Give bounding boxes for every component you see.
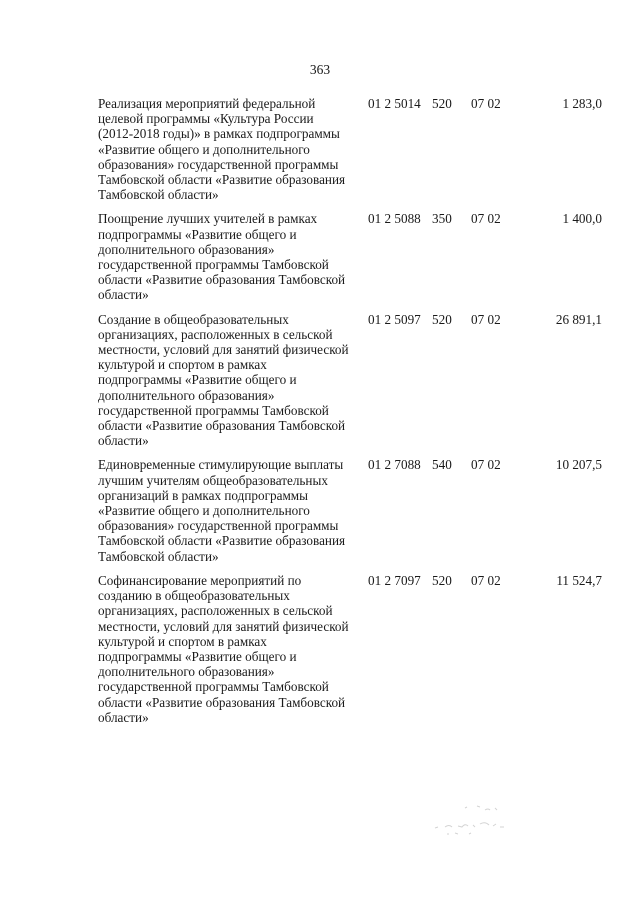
description-line: организациях, расположенных в сельской — [98, 326, 333, 342]
faint-stamp-mark — [425, 800, 520, 840]
description-line: области» — [98, 433, 149, 449]
expense-type: 350 — [432, 211, 452, 227]
description-line: Создание в общеобразовательных — [98, 311, 289, 327]
description-line: дополнительного образования» — [98, 241, 275, 257]
description-line: (2012-2018 годы)» в рамках подпрограммы — [98, 126, 340, 142]
description-line: государственной программы Тамбовской — [98, 257, 329, 273]
amount: 1 400,0 — [562, 211, 602, 227]
description-line: области «Развитие образования Тамбовской — [98, 272, 346, 288]
expense-type: 520 — [432, 311, 452, 327]
description-line: области «Развитие образования Тамбовской — [98, 418, 346, 434]
table-row — [0, 211, 640, 302]
target-code: 01 2 7088 — [368, 457, 421, 473]
table-row — [0, 312, 640, 449]
table-row — [0, 573, 640, 725]
description-line: организаций в рамках подпрограммы — [98, 487, 308, 503]
description-line: культурой и спортом в рамках — [98, 633, 267, 649]
table-row — [0, 457, 640, 563]
row-description — [98, 96, 360, 202]
description-line: созданию в общеобразовательных — [98, 588, 290, 604]
description-line: образования» государственной программы — [98, 518, 339, 534]
amount: 11 524,7 — [556, 572, 602, 588]
description-line: организациях, расположенных в сельской — [98, 603, 333, 619]
description-line: «Развитие общего и дополнительного — [98, 503, 310, 519]
description-line: подпрограммы «Развитие общего и — [98, 372, 297, 388]
section-code: 07 02 — [471, 311, 501, 327]
row-description — [98, 211, 360, 302]
description-line: государственной программы Тамбовской — [98, 679, 329, 695]
description-line: подпрограммы «Развитие общего и — [98, 226, 297, 242]
description-line: Софинансирование мероприятий по — [98, 572, 302, 588]
target-code: 01 2 5014 — [368, 96, 421, 111]
target-code: 01 2 5088 — [368, 211, 421, 227]
page-number: 363 — [309, 62, 331, 77]
description-line: области «Развитие образования Тамбовской — [98, 694, 346, 710]
row-description — [98, 573, 360, 725]
description-line: области» — [98, 709, 149, 725]
section-code: 07 02 — [471, 572, 501, 588]
expense-type: 540 — [432, 457, 452, 473]
expense-type: 520 — [432, 96, 452, 111]
description-line: подпрограммы «Развитие общего и — [98, 648, 297, 664]
expense-type: 520 — [432, 572, 452, 588]
target-code: 01 2 5097 — [368, 311, 421, 327]
section-code: 07 02 — [471, 96, 501, 111]
amount: 26 891,1 — [555, 311, 602, 327]
description-line: Единовременные стимулирующие выплаты — [98, 457, 344, 473]
row-description — [98, 457, 360, 563]
target-code: 01 2 7097 — [368, 572, 421, 588]
description-line: лучшим учителям общеобразовательных — [98, 472, 328, 488]
table-row — [0, 96, 640, 202]
description-line: Тамбовской области «Развитие образования — [98, 172, 346, 188]
description-line: образования» государственной программы — [98, 156, 339, 172]
description-line: Тамбовской области «Развитие образования — [98, 533, 346, 549]
description-line: культурой и спортом в рамках — [98, 357, 267, 373]
amount: 10 207,5 — [555, 457, 602, 473]
description-line: Реализация мероприятий федеральной — [98, 96, 316, 111]
description-line: дополнительного образования» — [98, 387, 275, 403]
description-line: области» — [98, 287, 149, 303]
section-code: 07 02 — [471, 457, 501, 473]
description-line: государственной программы Тамбовской — [98, 402, 329, 418]
description-line: местности, условий для занятий физической — [98, 618, 349, 634]
description-line: целевой программы «Культура России — [98, 111, 314, 127]
budget-table — [0, 96, 640, 734]
description-line: «Развитие общего и дополнительного — [98, 141, 310, 157]
description-line: дополнительного образования» — [98, 664, 275, 680]
row-description — [98, 312, 360, 449]
description-line: Тамбовской области» — [98, 548, 219, 564]
description-line: Тамбовской области» — [98, 187, 219, 203]
amount: 1 283,0 — [562, 96, 602, 111]
description-line: местности, условий для занятий физической — [98, 342, 349, 358]
section-code: 07 02 — [471, 211, 501, 227]
description-line: Поощрение лучших учителей в рамках — [98, 211, 318, 227]
